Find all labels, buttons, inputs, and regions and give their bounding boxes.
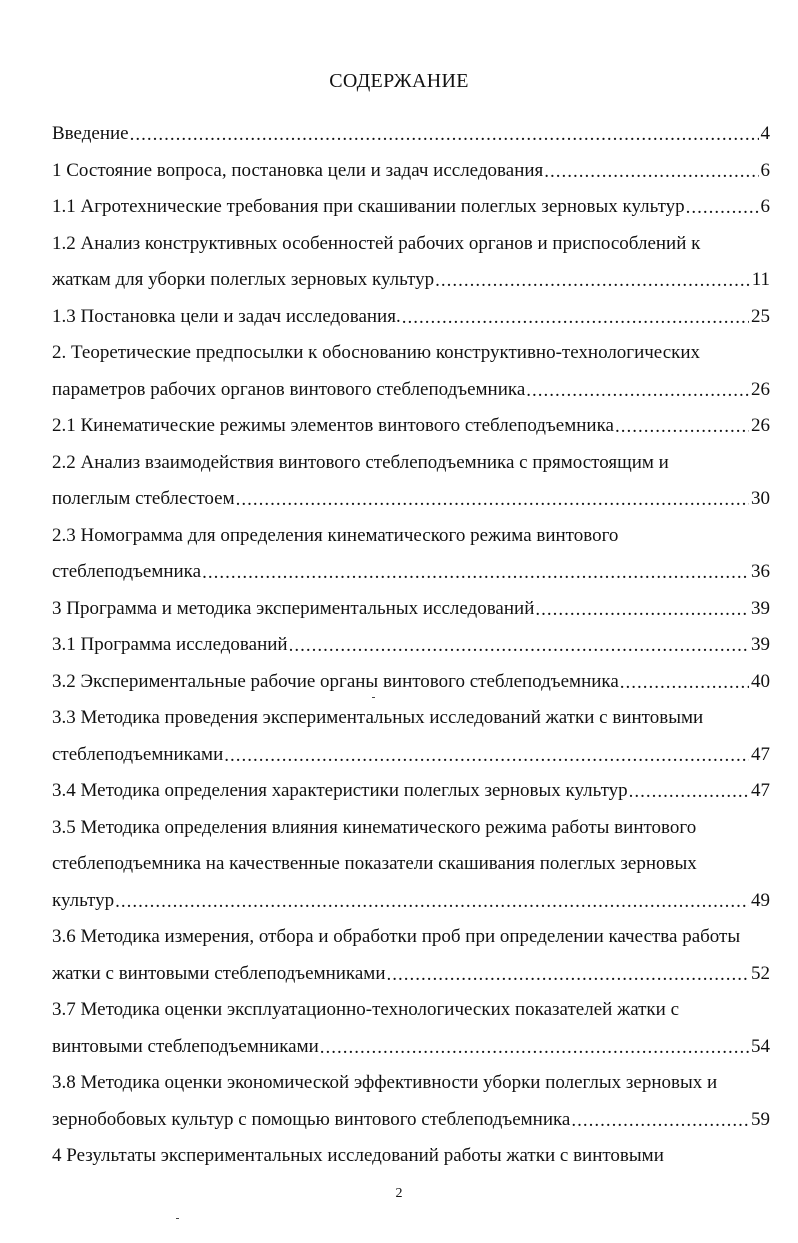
toc-line — [52, 1102, 770, 1139]
toc-entry-text: 3.2 Экспериментальные рабочие органы винтового стеблеподъемника — [52, 670, 619, 692]
dot-leader — [686, 197, 759, 219]
toc-entry-text: 1.3 Постановка цели и задач исследования. — [52, 305, 401, 327]
toc-line — [52, 445, 770, 482]
toc-line — [52, 299, 770, 336]
dot-leader — [224, 745, 749, 767]
toc-entry-page: 59 — [751, 1108, 770, 1130]
dot-leader — [130, 124, 759, 146]
toc-line — [52, 737, 770, 774]
toc-line — [52, 116, 770, 153]
dot-leader — [387, 964, 750, 986]
toc-entry-text: 2.2 Анализ взаимодействия винтового стеблеподъемника с прямостоящим и — [52, 451, 669, 473]
dot-leader — [544, 161, 758, 183]
toc-entry-text: 1.2 Анализ конструктивных особенностей рабочих органов и приспособлений к — [52, 232, 701, 254]
toc-entry-text: 3.5 Методика определения влияния кинематического режима работы винтового — [52, 816, 697, 838]
toc-entry-text: 3.8 Методика оценки экономической эффективности уборки полеглых зерновых и — [52, 1072, 718, 1094]
toc-entry-text: культур — [52, 889, 115, 911]
toc-entry-page: 40 — [751, 670, 770, 692]
toc-entry-text: 3.3 Методика проведения экспериментальных исследований жатки с винтовыми — [52, 707, 704, 729]
dot-leader — [620, 672, 749, 694]
toc-entry-page: 6 — [760, 159, 770, 181]
toc-entry-page: 49 — [751, 889, 770, 911]
toc-line — [52, 189, 770, 226]
toc-entry-page: 4 — [760, 123, 770, 145]
toc-line — [52, 627, 770, 664]
toc-entry-text: 3.7 Методика оценки эксплуатационно-технологических показателей жатки с — [52, 999, 680, 1021]
toc-entry-page: 39 — [751, 634, 770, 656]
dot-leader — [320, 1037, 749, 1059]
toc-line — [52, 992, 770, 1029]
toc-entry-page: 36 — [751, 561, 770, 583]
toc-line — [52, 262, 770, 299]
toc-entry-page: 54 — [751, 1035, 770, 1057]
toc-entry-text: 4 Результаты экспериментальных исследований работы жатки с винтовыми — [52, 1145, 664, 1167]
page-title: СОДЕРЖАНИЕ — [329, 70, 469, 92]
toc-line — [52, 335, 770, 372]
table-of-contents — [52, 116, 770, 1175]
dot-leader — [402, 307, 749, 329]
toc-line — [52, 481, 770, 518]
toc-entry-text: 3.1 Программа исследований — [52, 634, 288, 656]
toc-line — [52, 1138, 770, 1175]
scan-speck — [372, 697, 375, 698]
toc-entry-page: 47 — [751, 743, 770, 765]
dot-leader — [526, 380, 749, 402]
toc-line — [52, 518, 770, 555]
toc-entry-page: 6 — [760, 196, 770, 218]
toc-entry-text: Введение — [52, 123, 129, 145]
toc-entry-text: 2.3 Номограмма для определения кинематического режима винтового — [52, 524, 619, 546]
toc-entry-text: 3.4 Методика определения характеристики полеглых зерновых культур — [52, 780, 628, 802]
toc-entry-page: 52 — [751, 962, 770, 984]
toc-line — [52, 664, 770, 701]
toc-entry-page: 26 — [751, 378, 770, 400]
toc-line — [52, 1065, 770, 1102]
dot-leader — [535, 599, 749, 621]
toc-entry-page: 11 — [751, 269, 770, 291]
toc-entry-page: 39 — [751, 597, 770, 619]
toc-entry-text: жаткам для уборки полеглых зерновых культур — [52, 269, 435, 291]
toc-line — [52, 846, 770, 883]
toc-line — [52, 919, 770, 956]
toc-entry-text: 2. Теоретические предпосылки к обоснованию конструктивно-технологических — [52, 342, 701, 364]
dot-leader — [615, 416, 749, 438]
toc-entry-text: 3 Программа и методика экспериментальных исследований — [52, 597, 535, 619]
toc-line — [52, 1029, 770, 1066]
dot-leader — [571, 1110, 749, 1132]
toc-entry-text: стеблеподъемниками — [52, 743, 224, 765]
toc-entry-page: 26 — [751, 415, 770, 437]
dot-leader — [236, 489, 749, 511]
toc-line — [52, 773, 770, 810]
toc-entry-text: 3.6 Методика измерения, отбора и обработки проб при определении качества работы — [52, 926, 741, 948]
toc-entry-page: 25 — [751, 305, 770, 327]
toc-entry-text: параметров рабочих органов винтового стеблеподъемника — [52, 378, 526, 400]
toc-entry-text: стеблеподъемника на качественные показатели скашивания полеглых зерновых — [52, 853, 697, 875]
toc-entry-page: 30 — [751, 488, 770, 510]
toc-entry-text: стеблеподъемника — [52, 561, 202, 583]
toc-entry-text: полеглым стеблестоем — [52, 488, 235, 510]
toc-line — [52, 883, 770, 920]
toc-entry-text: зернобобовых культур с помощью винтового стеблеподъемника — [52, 1108, 571, 1130]
toc-line — [52, 372, 770, 409]
dot-leader — [115, 891, 749, 913]
toc-line — [52, 700, 770, 737]
toc-line — [52, 226, 770, 263]
dot-leader — [435, 270, 750, 292]
toc-line — [52, 591, 770, 628]
toc-line — [52, 408, 770, 445]
toc-entry-text: винтовыми стеблеподъемниками — [52, 1035, 319, 1057]
dot-leader — [202, 562, 749, 584]
toc-entry-text: 2.1 Кинематические режимы элементов винтового стеблеподъемника — [52, 415, 614, 437]
dot-leader — [629, 781, 749, 803]
toc-entry-text: 1 Состояние вопроса, постановка цели и задач исследования — [52, 159, 544, 181]
dot-leader — [289, 635, 749, 657]
toc-line — [52, 956, 770, 993]
toc-entry-page: 47 — [751, 780, 770, 802]
page-number: 2 — [395, 1186, 403, 1201]
toc-entry-text: 1.1 Агротехнические требования при скашивании полеглых зерновых культур — [52, 196, 685, 218]
scan-speck — [176, 1218, 179, 1219]
toc-line — [52, 810, 770, 847]
toc-entry-text: жатки с винтовыми стеблеподъемниками — [52, 962, 386, 984]
toc-line — [52, 554, 770, 591]
toc-line — [52, 153, 770, 190]
